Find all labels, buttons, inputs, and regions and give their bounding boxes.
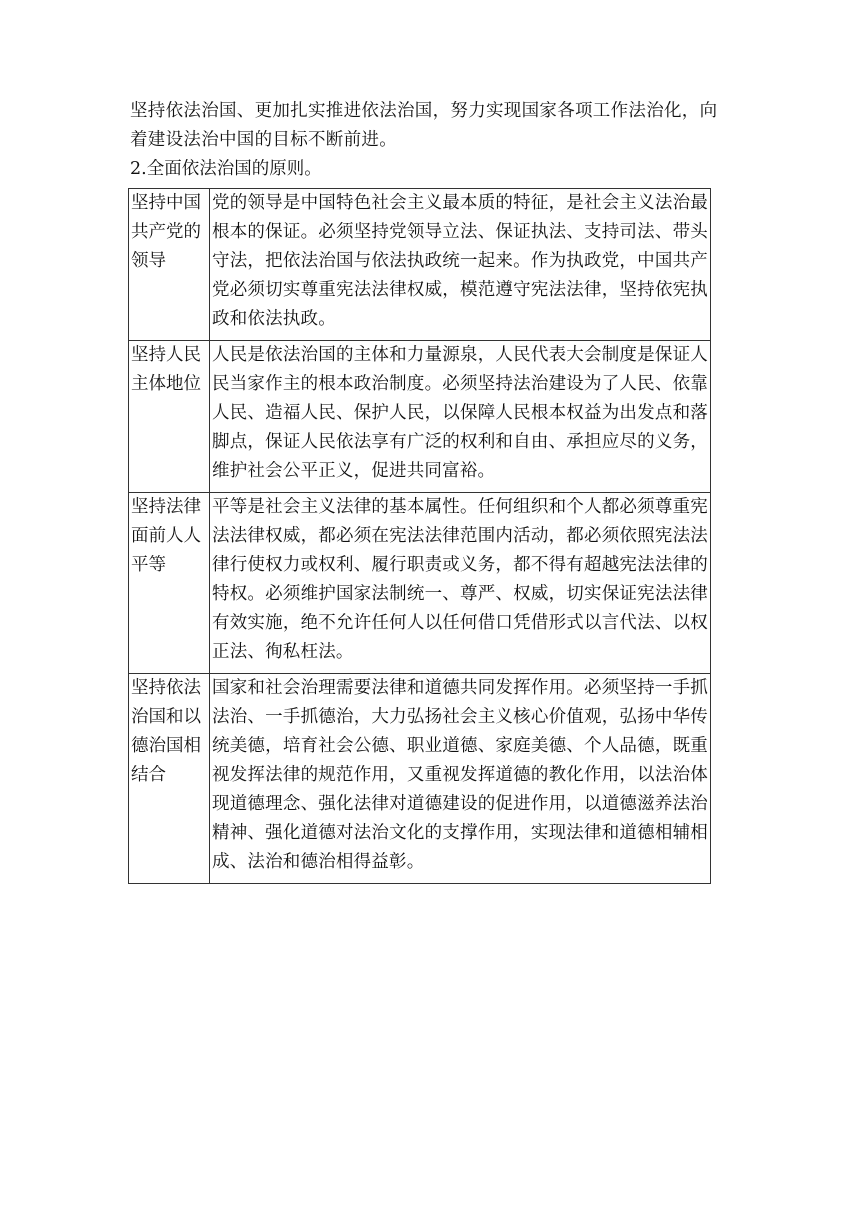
section-heading: 2.全面依法治国的原则。 xyxy=(130,159,322,179)
principle-text: 国家和社会治理需要法律和道德共同发挥作用。必须坚持一手抓法治、一手抓德治，大力弘扬社会主义核心价值观，弘扬中华传统美德，培育社会公德、职业道德、家庭美德、个人品德，既重视发挥法律的规范作用，又重视发挥道德的教化作用，以法治体现道德理念、强化法律对道德建设的促进作用，以道德滋养法治精神、强化道德对法治文化的支撑作用，实现法律和道德相辅相成、法治和德治相得益彰。 xyxy=(210,674,711,884)
principle-text: 人民是依法治国的主体和力量源泉，人民代表大会制度是保证人民当家作主的根本政治制度。必须坚持法治建设为了人民、依靠人民、造福人民、保护人民，以保障人民根本权益为出发点和落脚点，保证人民依法享有广泛的权利和自由、承担应尽的义务，维护社会公平正义，促进共同富裕。 xyxy=(210,341,711,493)
table-row xyxy=(129,674,711,884)
table-row xyxy=(129,493,711,674)
principle-label: 坚持法律面前人人平等 xyxy=(129,493,210,674)
principle-label: 坚持中国共产党的领导 xyxy=(129,189,210,341)
principle-label: 坚持人民主体地位 xyxy=(129,341,210,493)
table-row xyxy=(129,189,711,341)
principle-label: 坚持依法治国和以德治国相结合 xyxy=(129,674,210,884)
table-row xyxy=(129,341,711,493)
principle-text: 平等是社会主义法律的基本属性。任何组织和个人都必须尊重宪法法律权威，都必须在宪法法律范围内活动，都必须依照宪法法律行使权力或权利、履行职责或义务，都不得有超越宪法法律的特权。必须维护国家法制统一、尊严、权威，切实保证宪法法律有效实施，绝不允许任何人以任何借口凭借形式以言代法、以权正法、徇私枉法。 xyxy=(210,493,711,674)
intro-paragraph: 坚持依法治国、更加扎实推进依法治国，努力实现国家各项工作法治化，向着建设法治中国的目标不断前进。 xyxy=(130,101,718,150)
document-body xyxy=(130,97,730,884)
principle-text: 党的领导是中国特色社会主义最本质的特征，是社会主义法治最根本的保证。必须坚持党领导立法、保证执法、支持司法、带头守法，把依法治国与依法执政统一起来。作为执政党，中国共产党必须切实尊重宪法法律权威，模范遵守宪法法律，坚持依宪执政和依法执政。 xyxy=(210,189,711,341)
principles-table xyxy=(128,188,711,884)
